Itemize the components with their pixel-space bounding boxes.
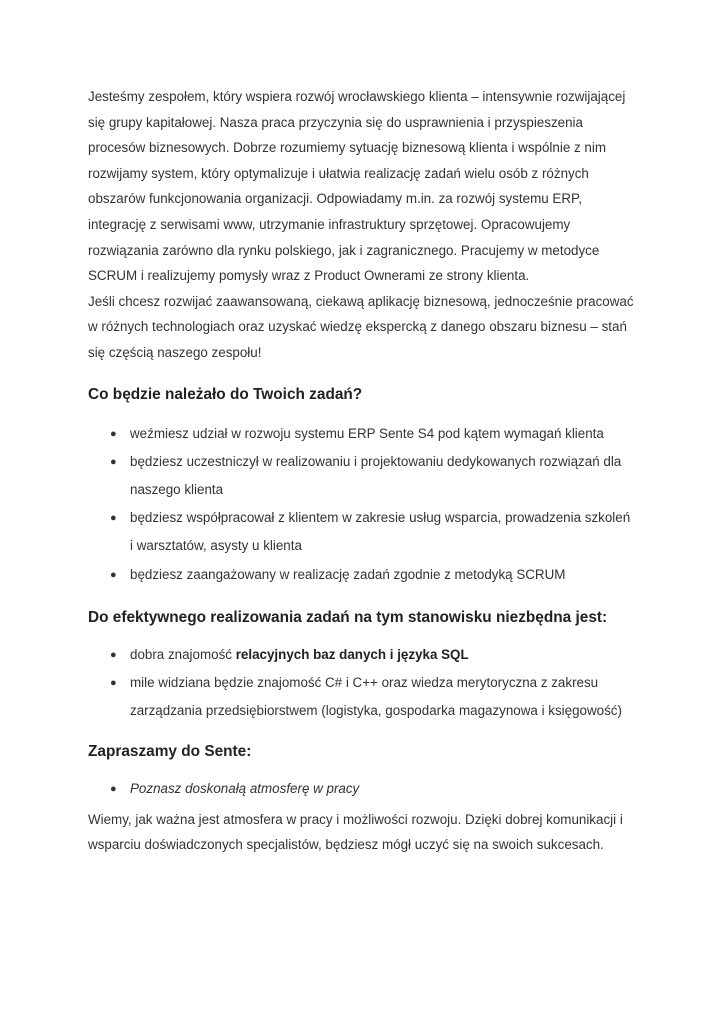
invite-list — [88, 775, 648, 803]
intro-line: w różnych technologiach oraz uzyskać wiedzę ekspercką z danego obszaru biznesu – stań — [88, 319, 627, 335]
list-item — [88, 420, 648, 448]
intro-line: SCRUM i realizujemy pomysły wraz z Product Ownerami ze strony klienta. — [88, 268, 530, 284]
intro-line: obszarów funkcjonowania organizacji. Odpowiadamy m.in. za rozwój systemu ERP, — [88, 191, 582, 207]
document-page — [88, 84, 648, 858]
list-item — [88, 641, 648, 669]
closing-line: Wiemy, jak ważna jest atmosfera w pracy i możliwości rozwoju. Dzięki dobrej komunikacji i — [88, 811, 623, 827]
list-item — [88, 669, 648, 725]
list-item-text: będziesz uczestniczył w realizowaniu i projektowaniu dedykowanych rozwiązań dla — [130, 453, 622, 469]
list-item-text: i warsztatów, asysty u klienta — [130, 538, 302, 554]
list-item-text: naszego klienta — [130, 481, 224, 497]
intro-line: Jeśli chcesz rozwijać zaawansowaną, ciekawą aplikację biznesową, jednocześnie pracować — [88, 293, 634, 309]
list-item — [88, 504, 648, 560]
intro-line: się grupy kapitałowej. Nasza praca przyczynia się do usprawnienia i przyspieszenia — [88, 114, 583, 130]
requirement-bold-text: relacyjnych baz danych i języka SQL — [235, 646, 469, 662]
bullet-icon: ● — [110, 648, 117, 661]
tasks-heading: Co będzie należało do Twoich zadań? — [88, 385, 363, 403]
list-item — [88, 448, 648, 504]
list-item-text: będziesz współpracował z klientem w zakresie usług wsparcia, prowadzenia szkoleń — [130, 510, 631, 526]
requirements-heading: Do efektywnego realizowania zadań na tym stanowisku niezbędna jest: — [88, 608, 608, 626]
list-item — [88, 775, 648, 803]
bullet-icon: ● — [110, 512, 117, 525]
bullet-icon: ● — [110, 568, 117, 581]
bullet-icon: ● — [110, 783, 117, 796]
list-item-text: będziesz zaangażowany w realizację zadań zgodnie z metodyką SCRUM — [130, 566, 566, 582]
list-item — [88, 561, 648, 589]
invite-heading: Zapraszamy do Sente: — [88, 743, 252, 761]
intro-line: rozwiązania zarówno dla rynku polskiego, jak i zagranicznego. Pracujemy w metodyce — [88, 242, 600, 258]
tasks-list — [88, 420, 648, 589]
list-item-text: weźmiesz udział w rozwoju systemu ERP Sente S4 pod kątem wymagań klienta — [130, 425, 604, 441]
intro-line: Jesteśmy zespołem, który wspiera rozwój wrocławskiego klienta – intensywnie rozwijającej — [88, 89, 626, 104]
bullet-icon: ● — [110, 427, 117, 440]
bullet-icon: ● — [110, 676, 117, 689]
closing-line: wsparciu doświadczonych specjalistów, będziesz mógł uczyć się na swoich sukcesach. — [88, 837, 604, 853]
list-item-text — [130, 641, 648, 669]
bullet-icon: ● — [110, 455, 117, 468]
list-item-text: zarządzania przedsiębiorstwem (logistyka, gospodarka magazynowa i księgowość) — [130, 703, 622, 719]
closing-paragraph — [88, 807, 648, 858]
requirement-prefix: dobra znajomość — [130, 646, 236, 662]
requirements-list — [88, 641, 648, 726]
intro-line: rozwijamy system, który optymalizuje i ułatwia realizację zadań wielu osób z różnych — [88, 165, 589, 181]
intro-line: się częścią naszego zespołu! — [88, 344, 262, 360]
intro-paragraph — [88, 84, 648, 366]
intro-line: integrację z serwisami www, utrzymanie infrastruktury sprzętowej. Opracowujemy — [88, 216, 571, 232]
list-item-text: mile widziana będzie znajomość C# i C++ oraz wiedza merytoryczna z zakresu — [130, 674, 599, 690]
list-item-text: Poznasz doskonałą atmosferę w pracy — [130, 781, 360, 797]
intro-line: procesów biznesowych. Dobrze rozumiemy sytuację biznesową klienta i wspólnie z nim — [88, 140, 606, 156]
